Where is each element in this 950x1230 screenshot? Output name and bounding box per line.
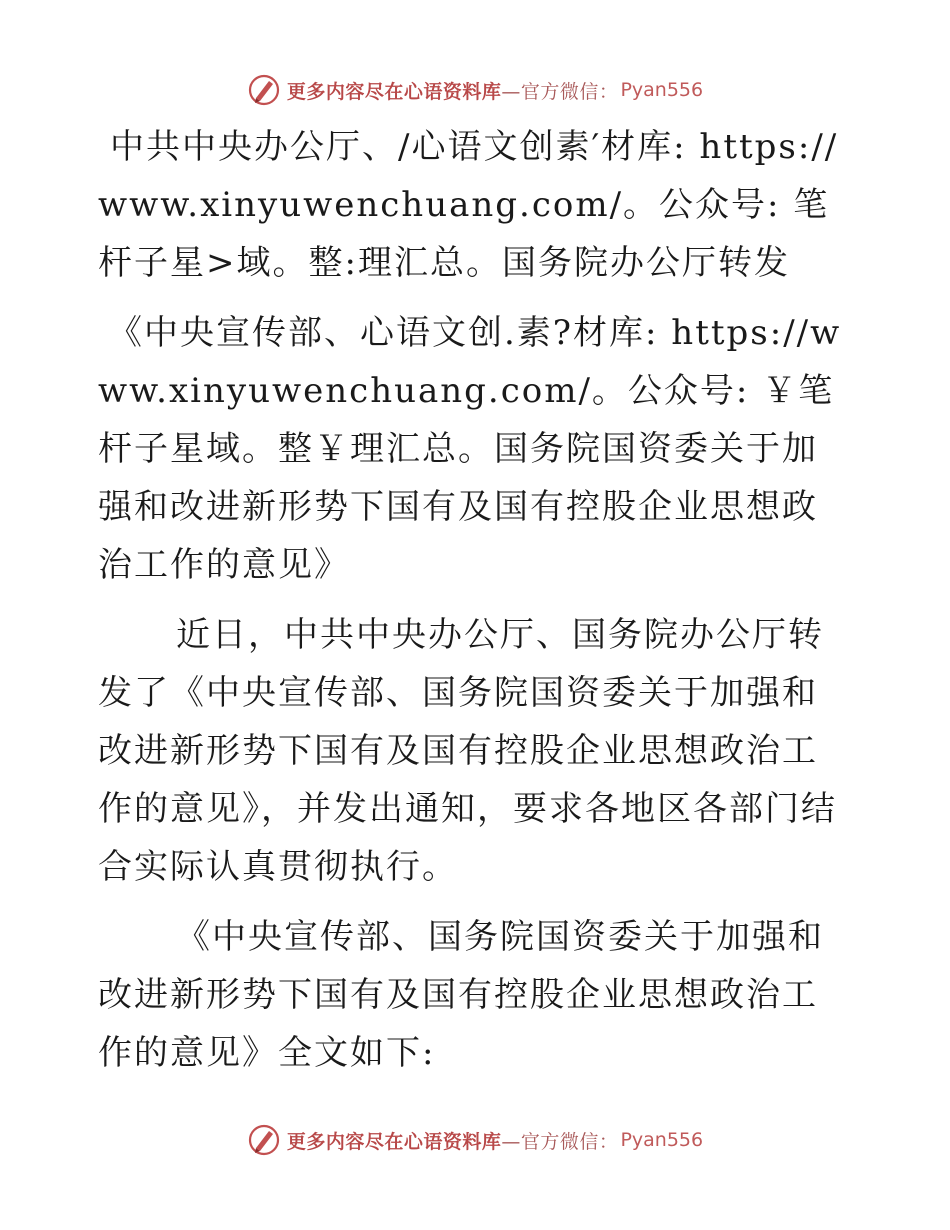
document-body xyxy=(98,118,850,1082)
banner-main-text: 更多内容尽在心语资料库 xyxy=(286,80,502,103)
banner-separator-text: —官方微信： xyxy=(501,1130,619,1153)
pen-logo-icon xyxy=(247,1123,281,1157)
footer-banner xyxy=(0,1120,950,1160)
banner-main-text: 更多内容尽在心语资料库 xyxy=(286,1130,502,1153)
header-banner xyxy=(0,70,950,110)
paragraph-4: 《中央宣传部、国务院国资委关于加强和改进新形势下国有及国有控股企业思想政治工作的意见》全文如下: xyxy=(98,917,824,1073)
paragraph-1: 中共中央办公厅、/心语文创素′材库: https://www.xinyuwenchuang.com/。公众号: 笔杆子星>域。整:理汇总。国务院办公厅转发 xyxy=(98,127,839,283)
wechat-id: Pyan556 xyxy=(620,79,704,101)
paragraph-2: 《中央宣传部、心语文创.素?材库: https://www.xinyuwenchuang.com/。公众号: ￥笔杆子星域。整￥理汇总。国务院国资委关于加强和改进新形势下国有及国有控股企业思想政治工作的意见》 xyxy=(98,313,842,585)
wechat-id: Pyan556 xyxy=(620,1129,704,1151)
banner-separator-text: —官方微信： xyxy=(501,80,619,103)
pen-logo-icon xyxy=(247,73,281,107)
paragraph-3: 近日，中共中央办公厅、国务院办公厅转发了《中央宣传部、国务院国资委关于加强和改进新形势下国有及国有控股企业思想政治工作的意见》，并发出通知，要求各地区各部门结合实际认真贯彻执行。 xyxy=(98,615,837,887)
